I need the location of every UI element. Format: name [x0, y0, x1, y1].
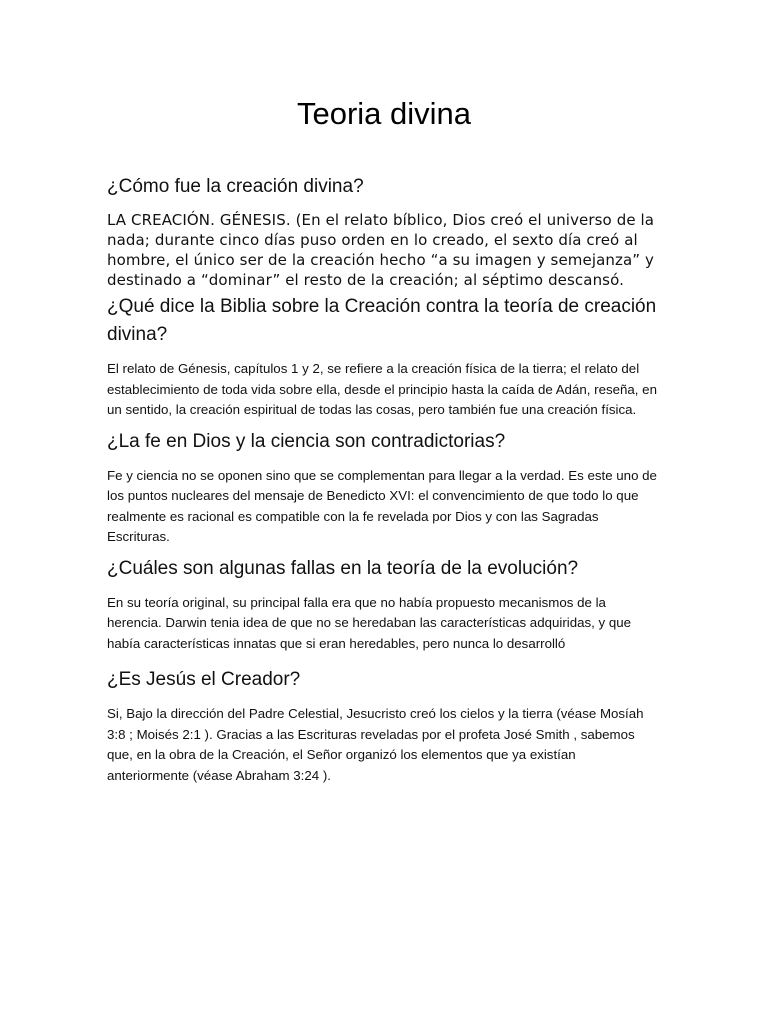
- page-title: Teoria divina: [296, 96, 472, 131]
- section-paragraph: Fe y ciencia no se oponen sino que se complementan para llegar a la verdad. Es este uno de los puntos nucleares del mensaje de Benedicto XVI: el convencimiento de que todo lo que realmente es racional es compatible con la fe revelada por Dios y con las Sagradas Escrituras.: [107, 467, 657, 544]
- section-heading: ¿Qué dice la Biblia sobre la Creación contra la teoría de creación divina?: [107, 296, 657, 345]
- section-biblia-creacion: [107, 293, 659, 421]
- section-jesus-creador: [107, 666, 659, 786]
- section-heading: ¿Es Jesús el Creador?: [107, 669, 301, 690]
- section-paragraph: LA CREACIÓN. GÉNESIS. (En el relato bíblico, Dios creó el universo de la nada; durante cinco días puso orden en lo creado, el sexto día creó al hombre, el único ser de la creación hecho “a su imagen y semejanza” y destinado a “dominar” el resto de la creación; al séptimo descansó.: [107, 211, 655, 289]
- section-creacion-divina: [107, 173, 659, 290]
- section-paragraph: En su teoría original, su principal falla era que no había propuesto mecanismos de la herencia. Darwin tenia idea de que no se heredaban las características adquiridas, y que había características innatas que si eran heredables, pero nunca lo desarrolló: [107, 594, 632, 651]
- section-heading: ¿Cómo fue la creación divina?: [107, 176, 364, 197]
- section-paragraph: El relato de Génesis, capítulos 1 y 2, se refiere a la creación física de la tierra; el relato del establecimiento de toda vida sobre ella, desde el principio hasta la caída de Adán, reseña, en un sentido, la creación espiritual de todas las cosas, pero también fue una creación física.: [107, 361, 657, 417]
- section-fe-ciencia: [107, 428, 659, 548]
- section-fallas-evolucion: [107, 555, 659, 655]
- section-heading: ¿La fe en Dios y la ciencia son contradictorias?: [107, 430, 506, 452]
- section-heading: ¿Cuáles son algunas fallas en la teoría de la evolución?: [107, 557, 579, 579]
- section-paragraph: Si, Bajo la dirección del Padre Celestial, Jesucristo creó los cielos y la tierra (véase Mosíah 3:8 ; Moisés 2:1 ). Gracias a las Escrituras reveladas por el profeta José Smith , sabemos que, en la obra de la Creación, el Señor organizó los elementos que ya existían anteriormente (véase Abraham 3:24 ).: [107, 706, 644, 783]
- document-content: [107, 173, 659, 786]
